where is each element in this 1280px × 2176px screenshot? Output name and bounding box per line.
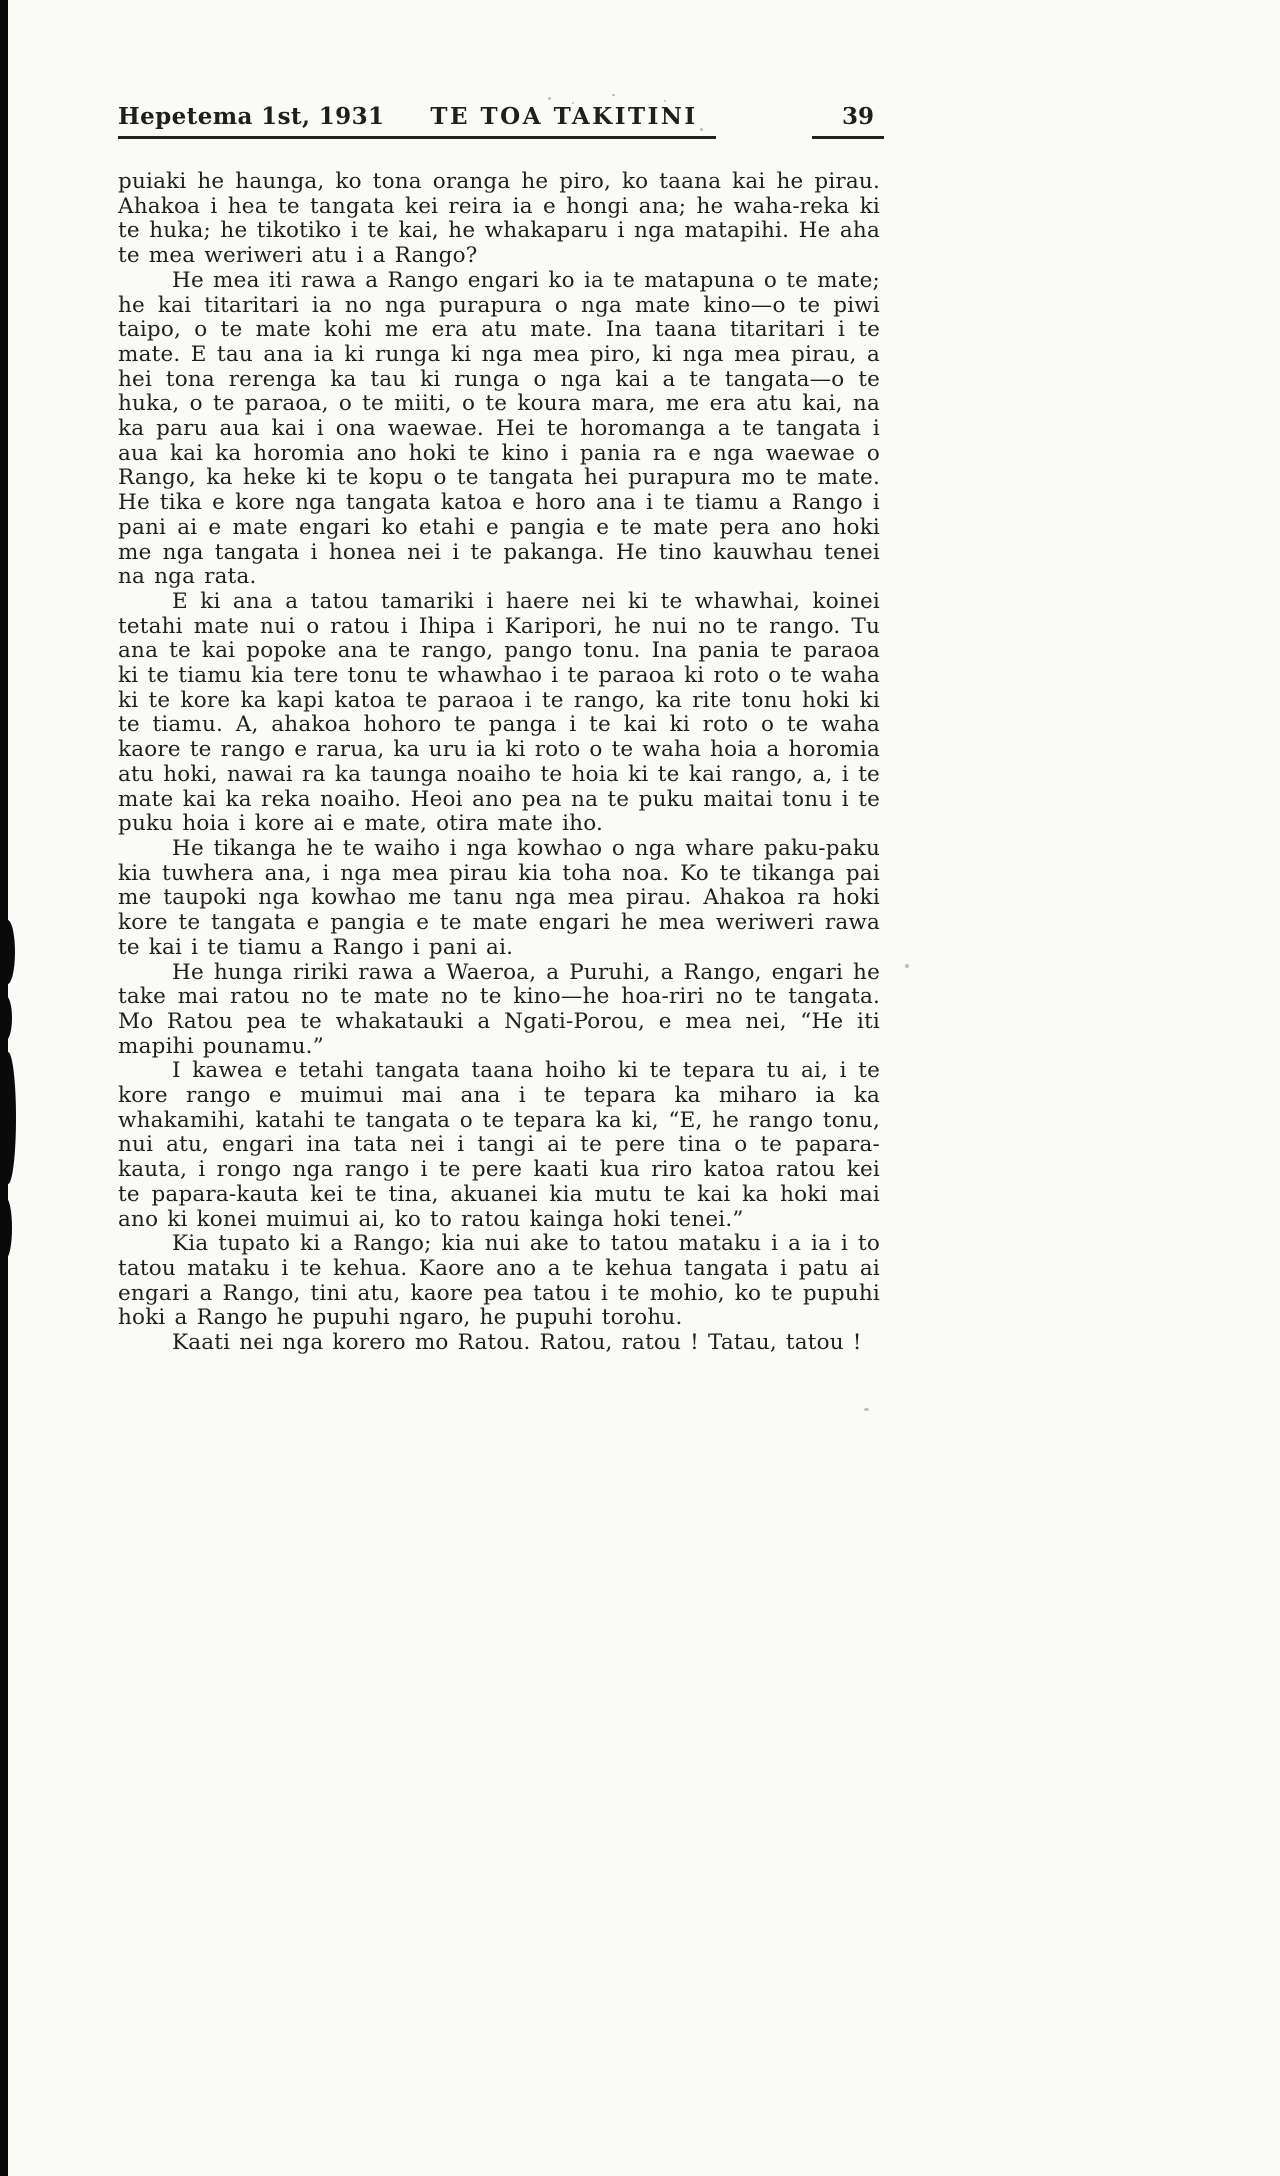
page-number-box (812, 103, 884, 139)
publication-title: TE TOA TAKITINI (430, 103, 698, 130)
paragraph-2: He mea iti rawa a Rango engari ko ia te matapuna o te mate; he kai titaritari ia no nga purapura o nga mate kino—o te piwi taipo, o te mate kohi me era atu mate. Ina taana titaritari i te mate. E tau ana ia ki runga ki nga mea piro, ki nga mea pirau, a hei tona rerenga ka tau ki runga o nga kai a te tangata—o te huka, o te paraoa, o te miiti, o te koura mara, me era atu kai, na ka paru aua kai i ona waewae. Hei te horomanga a te tangata i aua kai ka horomia ano hoki te kino i pania ra e nga waewae o Rango, ka heke ki te kopu o te tangata hei purapura mo te mate. He tika e kore nga tangata katoa e horo ana i te tiamu a Rango i pani ai e mate engari ko etahi e pangia e te mate pera ano hoki me nga tangata i honea nei i te pakanga. He tino kauwhau tenei na nga rata. (118, 267, 880, 590)
scan-speck (905, 964, 909, 968)
issue-date: Hepetema 1st, 1931 (118, 103, 385, 130)
scan-ink-blob (0, 920, 15, 984)
paragraph-5: He hunga ririki rawa a Waeroa, a Puruhi, a Rango, engari he take mai ratou no te mate no te kino—he hoa-riri no te tangata. Mo Ratou pea te whakatauki a Ngati-Porou, e mea nei, “He iti mapihi pounamu.” (118, 959, 880, 1059)
article-body (118, 170, 880, 1356)
paragraph-3: E ki ana a tatou tamariki i haere nei ki te whawhai, koinei tetahi mate nui o ratou i Ihipa i Karipori, he nui no te rango. Tu ana te kai popoke ana te rango, pango tonu. Ina pania te paraoa ki te tiamu kia tere tonu te whawhao i te paraoa ki roto o te waha ki te kore ka kapi katoa te paraoa i te rango, ka rite tonu hoki ki te tiamu. A, ahakoa hohoro te panga i te kai ki roto o te waha kaore te rango e rarua, ka uru ia ki roto o te waha hoia a horomia atu hoki, nawai ra ka taunga noaiho te hoia ki te kai rango, a, i te mate kai ka reka noaiho. Heoi ano pea na te puku maitai tonu i te puku hoia i kore ai e mate, otira mate iho. (118, 588, 880, 837)
scan-speck (548, 97, 551, 100)
page-number: 39 (841, 103, 874, 130)
paragraph-4: He tikanga he te waiho i nga kowhao o nga whare paku-paku kia tuwhera ana, i nga mea pirau kia toha noa. Ko te tikanga pai me taupoki nga kowhao me tanu nga mea pirau. Ahakoa ra hoki kore te tangata e pangia e te mate engari he mea weriweri rawa te kai i te tiamu a Rango i pani ai. (118, 835, 880, 960)
scan-speck (612, 94, 615, 96)
paragraph-7: Kia tupato ki a Rango; kia nui ake to tatou mataku i a ia i to tatou mataku i te kehua. Kaore ano a te kehua tangata i patu ai engari a Rango, tini atu, kaore pea tatou i te mohio, ko te pupuhi hoki a Rango he pupuhi ngaro, he pupuhi torohu. (118, 1231, 880, 1331)
paragraph-6: I kawea e tetahi tangata taana hoiho ki te tepara tu ai, i te kore rango e muimui mai ana i te tepara ka miharo ia ka whakamihi, katahi te tangata o te tepara ka ki, “E, he rango tonu, nui atu, engari ina tata nei i tangi ai te pere tina o te papara-kauta, i rongo nga rango i te pere kaati kua riro katoa ratou kei te papara-kauta kei te tina, akuanei kia mutu te kai ka hoki mai ano ki konei muimui ai, ko to ratou kainga hoki tenei.” (118, 1058, 880, 1232)
paragraph-8: Kaati nei nga korero mo Ratou. Ratou, ratou ! Tatau, tatou ! (172, 1330, 862, 1356)
page-header (118, 103, 884, 139)
scan-speck (864, 1408, 869, 1411)
scan-ink-blob (0, 996, 12, 1040)
scan-speck (664, 100, 666, 102)
header-rule-group (118, 103, 716, 139)
scan-ink-blob (0, 1198, 12, 1258)
paragraph-1: puiaki he haunga, ko tona oranga he piro, ko taana kai he pirau. Ahakoa i hea te tangata kei reira ia e hongi ana; he waha-reka ki te huka; he tikotiko i te kai, he whakaparu i nga matapihi. He aha te mea weriweri atu i a Rango? (118, 169, 880, 269)
scan-ink-blob (0, 1052, 16, 1184)
